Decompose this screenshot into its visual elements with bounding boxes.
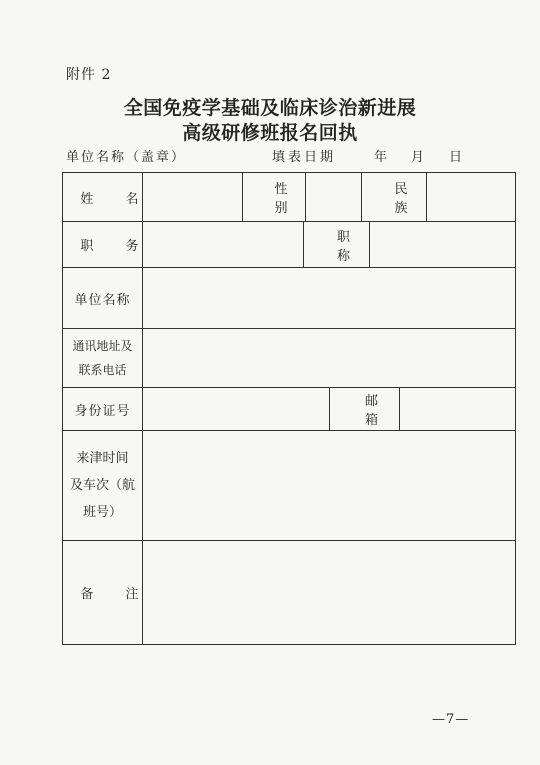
name-label: 姓 名 [80,191,153,207]
organization-name-field[interactable] [143,268,515,328]
ethnicity-field[interactable] [427,173,515,221]
professional-title-field[interactable] [370,222,515,267]
fill-date-label: 填表日期 [272,150,337,165]
gender-label: 性 别 [274,182,302,216]
id-number-field[interactable] [143,388,329,430]
arrival-label-line2: 及车次（航 [69,478,135,493]
document-title-line1: 全国免疫学基础及临床诊治新进展 [123,97,417,119]
unit-seal-label: 单位名称（盖章） [66,150,187,165]
email-label: 邮 箱 [364,394,392,428]
professional-title-label: 职 称 [336,229,364,264]
gender-field[interactable] [306,173,361,221]
address-phone-field[interactable] [143,329,515,387]
arrival-label-line1: 来津时间 [76,451,129,466]
registration-form-table [62,172,516,645]
remarks-label: 备 注 [80,587,153,602]
month-label: 月 [411,150,425,165]
document-title-line2: 高级研修班报名回执 [182,122,358,144]
arrival-info-label [63,431,142,540]
address-label-line2: 联系电话 [78,363,127,377]
remarks-field[interactable] [143,541,515,644]
organization-name-label: 单位名称 [74,292,131,308]
arrival-info-field[interactable] [143,431,515,540]
name-field[interactable] [143,173,242,221]
position-label: 职 务 [80,239,153,254]
year-label: 年 [374,150,388,165]
address-label-line1: 通讯地址及 [72,339,133,353]
ethnicity-label: 民 族 [394,182,422,216]
address-phone-label [63,329,142,387]
arrival-label-line3: 班号） [82,505,122,520]
page-number: —7— [432,712,470,727]
day-label: 日 [449,150,463,165]
id-number-label: 身份证号 [74,403,131,419]
position-field[interactable] [143,222,303,267]
email-field[interactable] [400,388,515,430]
attachment-label: 附件 2 [66,67,112,83]
